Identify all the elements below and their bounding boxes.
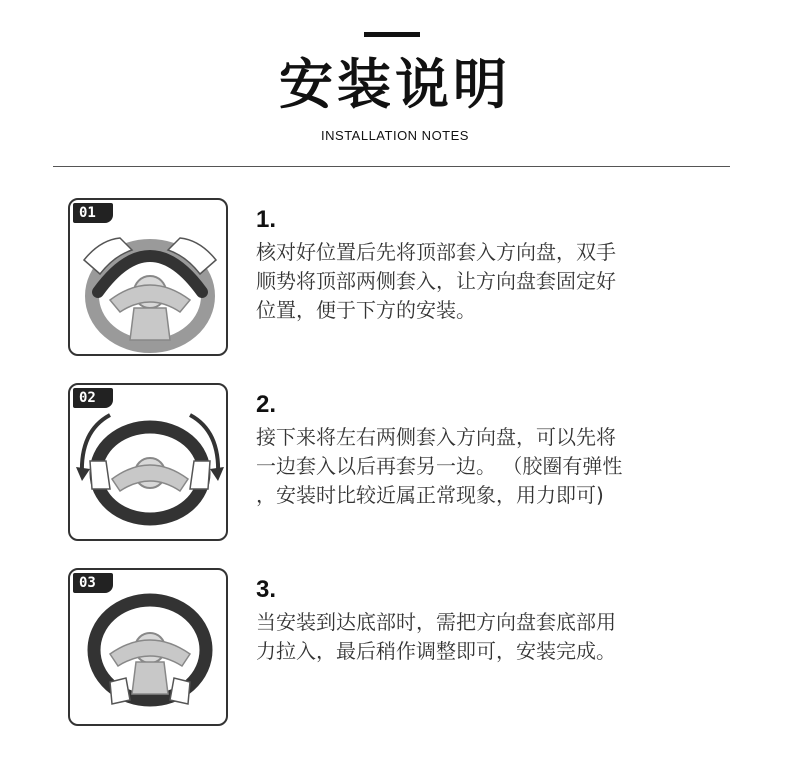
step-line: 力拉入，最后稍作调整即可，安装完成。 (256, 639, 616, 663)
step-badge: 02 (73, 388, 113, 408)
step-number: 2. (256, 391, 277, 418)
page-title: 安装说明 (279, 53, 511, 116)
steering-wheel-icon (70, 570, 228, 726)
step-line: 核对好位置后先将顶部套入方向盘，双手 (256, 240, 616, 264)
step-badge: 03 (73, 573, 113, 593)
step-1-illustration (68, 198, 228, 356)
step-2-illustration (68, 383, 228, 541)
step-line: 位置，便于下方的安装。 (256, 298, 476, 322)
step-line: 一边套入以后再套另一边。 （胶圈有弹性 (256, 454, 623, 478)
step-line: 接下来将左右两侧套入方向盘，可以先将 (256, 425, 616, 449)
step-description (256, 423, 708, 510)
page-subtitle: INSTALLATION NOTES (321, 128, 469, 143)
step-badge: 01 (73, 203, 113, 223)
header-divider (53, 166, 730, 167)
step-number: 3. (256, 576, 277, 603)
step-line: 当安装到达底部时，需把方向盘套底部用 (256, 610, 616, 634)
step-line: 顺势将顶部两侧套入，让方向盘套固定好 (256, 269, 616, 293)
step-description (256, 608, 708, 666)
step-number: 1. (256, 206, 277, 233)
steering-wheel-icon (70, 385, 228, 541)
step-description (256, 238, 708, 325)
step-line: ，安装时比较近属正常现象，用力即可) (256, 483, 604, 507)
step-3-illustration (68, 568, 228, 726)
header-accent-bar (364, 32, 420, 37)
steering-wheel-icon (70, 200, 228, 356)
